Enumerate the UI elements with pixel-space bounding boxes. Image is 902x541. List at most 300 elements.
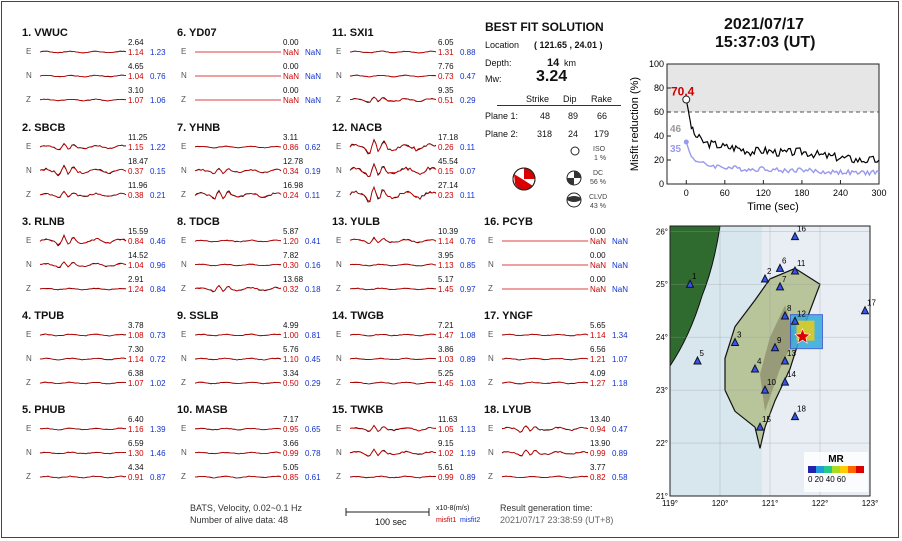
channel-label-z: Z xyxy=(26,190,31,199)
misfit1-value: 0.99 xyxy=(438,473,454,482)
misfit2-value: 0.15 xyxy=(150,167,166,176)
misfit1-value: NaN xyxy=(283,96,300,105)
channel-label-z: Z xyxy=(181,190,186,199)
station-number-label: 10 xyxy=(767,378,776,388)
station-title xyxy=(22,27,68,39)
synthetic-trace xyxy=(195,382,281,384)
channel-label-e: E xyxy=(488,424,494,433)
synthetic-trace xyxy=(40,75,126,77)
channel-label-n: N xyxy=(26,166,32,175)
waveform-n xyxy=(40,254,126,276)
waveform-n xyxy=(195,160,281,182)
amplitude-value: 5.76 xyxy=(283,345,299,354)
waveform-n xyxy=(350,254,436,276)
misfit2-value: 0.11 xyxy=(460,191,475,200)
waveform-n xyxy=(350,160,436,182)
amplitude-value: 3.86 xyxy=(438,345,454,354)
misfit1-value: 1.14 xyxy=(438,237,454,246)
channel-label-z: Z xyxy=(488,284,493,293)
station-panel-twgb xyxy=(332,310,482,400)
time-scale-bar xyxy=(345,508,430,516)
misfit1-value: 0.94 xyxy=(590,425,606,434)
misfit1-value: 1.04 xyxy=(128,72,144,81)
synthetic-trace xyxy=(350,75,436,77)
station-number-label: 18 xyxy=(797,404,806,414)
amplitude-value: 0.00 xyxy=(283,62,299,71)
misfit2-value: 1.22 xyxy=(150,143,166,152)
misfit2-value: 0.29 xyxy=(460,96,476,105)
amplitude-value: 3.66 xyxy=(283,439,299,448)
plane2-label: Plane 2: xyxy=(485,129,519,139)
y-tick-label: 60 xyxy=(653,107,664,117)
channel-label-e: E xyxy=(181,236,187,245)
label-35: 35 xyxy=(670,144,682,155)
station-title xyxy=(22,310,64,322)
waveform-e xyxy=(350,324,436,346)
misfit1-value: NaN xyxy=(590,285,607,294)
station-code: YHNB xyxy=(189,122,221,134)
amplitude-value: 7.21 xyxy=(438,321,454,330)
misfit1-value: 1.05 xyxy=(438,425,454,434)
waveform-e xyxy=(40,324,126,346)
observed-trace xyxy=(40,144,126,150)
lat-label: 26° xyxy=(655,227,668,237)
clvd-icon xyxy=(566,192,582,208)
channel-label-n: N xyxy=(488,354,494,363)
misfit2-value: 0.85 xyxy=(460,261,476,270)
misfit1-value: 1.27 xyxy=(590,379,606,388)
misfit2-value: 0.29 xyxy=(305,379,321,388)
amplitude-value: 10.39 xyxy=(438,227,459,236)
channel-label-e: E xyxy=(488,330,494,339)
synthetic-trace xyxy=(350,382,436,384)
channel-label-e: E xyxy=(336,47,342,56)
station-title xyxy=(177,404,228,416)
event-time: 15:37:03 (UT) xyxy=(715,34,816,51)
y-axis-label: Misfit reduction (%) xyxy=(629,76,641,172)
lon-label: 122° xyxy=(811,499,829,508)
amplitude-value: 15.59 xyxy=(128,227,149,236)
misfit2-value: 0.07 xyxy=(460,167,476,176)
amplitude-value: 4.99 xyxy=(283,321,299,330)
misfit1-value: 0.15 xyxy=(438,167,454,176)
misfit2-value: 1.08 xyxy=(460,331,476,340)
channel-label-n: N xyxy=(336,71,342,80)
amplitude-value: 7.30 xyxy=(128,345,144,354)
station-code: LYUB xyxy=(502,404,532,416)
synthetic-trace xyxy=(195,452,281,454)
synthetic-trace xyxy=(40,166,126,175)
dc-value: 56 % xyxy=(590,179,606,186)
legend-swatch xyxy=(832,466,840,473)
misfit2-value: 0.21 xyxy=(150,191,166,200)
legend-title: MR xyxy=(828,454,844,465)
series-line-1 xyxy=(686,142,879,175)
footer-line1: BATS, Velocity, 0.02~0.1 Hz xyxy=(190,503,302,513)
amplitude-value: 2.64 xyxy=(128,38,144,47)
misfit1-value: 1.24 xyxy=(128,285,144,294)
waveform-z xyxy=(502,372,588,394)
lat-label: 21° xyxy=(655,492,668,501)
channel-label-e: E xyxy=(26,142,32,151)
misfit1-value: 0.24 xyxy=(283,191,299,200)
waveform-e xyxy=(195,230,281,252)
station-number: 1. xyxy=(22,27,32,39)
station-title xyxy=(22,216,65,228)
station-code: YD07 xyxy=(189,27,217,39)
misfit2-value: 1.03 xyxy=(460,379,476,388)
amplitude-value: 6.59 xyxy=(128,439,144,448)
observed-trace xyxy=(350,425,436,431)
amplitude-value: 4.65 xyxy=(128,62,144,71)
station-panel-yngf xyxy=(484,310,634,400)
misfit1-value: 0.32 xyxy=(283,285,299,294)
misfit1-value: 0.38 xyxy=(128,191,144,200)
misfit2-value: 0.65 xyxy=(305,425,321,434)
channel-label-z: Z xyxy=(181,378,186,387)
misfit2-value: 0.96 xyxy=(150,261,166,270)
misfit1-value: 1.31 xyxy=(438,48,454,57)
station-panel-lyub xyxy=(484,404,634,494)
footer-line2: Number of alive data: 48 xyxy=(190,515,289,525)
misfit1-value: NaN xyxy=(590,261,607,270)
misfit2-value: NaN xyxy=(305,72,322,81)
misfit1-value: 1.47 xyxy=(438,331,454,340)
lat-label: 25° xyxy=(655,280,668,290)
misfit1-value: NaN xyxy=(283,72,300,81)
misfit1-value: 0.37 xyxy=(128,167,144,176)
secondary-marker xyxy=(684,140,689,145)
synthetic-trace xyxy=(40,51,126,53)
waveform-e xyxy=(40,418,126,440)
amplitude-value: 3.10 xyxy=(128,86,144,95)
station-panel-twkb xyxy=(332,404,482,494)
station-number-label: 12 xyxy=(797,309,806,319)
waveform-n xyxy=(350,348,436,370)
amplitude-value: 5.61 xyxy=(438,463,454,472)
misfit2-value: 1.06 xyxy=(150,96,166,105)
station-number-label: 2 xyxy=(767,266,772,276)
synthetic-trace xyxy=(350,334,436,336)
units-label: x10-8(m/s) xyxy=(436,505,470,512)
station-code: TPUB xyxy=(34,310,65,322)
station-number: 17. xyxy=(484,310,500,322)
station-panel-tpub xyxy=(22,310,172,400)
waveform-z xyxy=(40,184,126,206)
channel-label-z: Z xyxy=(336,190,341,199)
amplitude-value: 14.52 xyxy=(128,251,149,260)
misfit2-value: 0.19 xyxy=(305,167,321,176)
y-tick-label: 40 xyxy=(653,131,664,141)
clvd-label: CLVD xyxy=(589,194,608,201)
channel-label-z: Z xyxy=(336,95,341,104)
waveform-n xyxy=(502,254,588,276)
header-strike: Strike xyxy=(526,94,550,104)
misfit2-value: 0.87 xyxy=(150,473,166,482)
waveform-z xyxy=(350,372,436,394)
misfit1-value: 0.34 xyxy=(283,167,299,176)
synthetic-trace xyxy=(195,428,281,430)
waveform-e xyxy=(195,41,281,63)
station-number: 3. xyxy=(22,216,32,228)
station-number: 15. xyxy=(332,404,348,416)
station-number: 9. xyxy=(177,310,187,322)
channel-label-z: Z xyxy=(488,378,493,387)
location-label: Location xyxy=(485,40,520,50)
synthetic-trace xyxy=(195,286,281,291)
amplitude-value: 6.05 xyxy=(438,38,454,47)
misfit1-value: 1.08 xyxy=(128,331,144,340)
misfit1-value: 1.13 xyxy=(438,261,454,270)
station-number: 7. xyxy=(177,122,187,134)
plane2-strike: 318 xyxy=(537,129,553,139)
station-number: 12. xyxy=(332,122,348,134)
waveform-n xyxy=(40,442,126,464)
misfit1-value: 1.10 xyxy=(283,355,299,364)
misfit2-value: 0.46 xyxy=(150,237,166,246)
station-number: 4. xyxy=(22,310,32,322)
station-map xyxy=(652,218,879,508)
waveform-n xyxy=(350,442,436,464)
station-title xyxy=(484,310,533,322)
mw-value: 3.24 xyxy=(536,68,568,85)
lon-label: 119° xyxy=(662,499,678,508)
station-panel-sbcb xyxy=(22,122,172,212)
misfit2-value: NaN xyxy=(612,261,629,270)
table-divider xyxy=(497,105,621,106)
waveform-n xyxy=(195,442,281,464)
channel-label-z: Z xyxy=(26,284,31,293)
plane1-rake: 66 xyxy=(597,111,608,121)
channel-label-z: Z xyxy=(181,95,186,104)
station-title xyxy=(484,216,533,228)
synthetic-trace xyxy=(195,146,281,148)
channel-label-z: Z xyxy=(488,472,493,481)
misfit2-value: NaN xyxy=(305,48,322,57)
station-number-label: 17 xyxy=(867,298,876,308)
legend-swatch xyxy=(816,466,824,473)
synthetic-trace xyxy=(40,236,126,245)
x-axis-label: Time (sec) xyxy=(747,201,799,213)
misfit1-value: 0.95 xyxy=(283,425,299,434)
event-date: 2021/07/17 xyxy=(724,16,805,33)
misfit2-value: 0.47 xyxy=(460,72,476,81)
station-number-label: 5 xyxy=(699,349,704,358)
waveform-z xyxy=(195,372,281,394)
waveform-z xyxy=(195,466,281,488)
station-number: 16. xyxy=(484,216,500,228)
observed-trace xyxy=(40,191,126,197)
channel-label-e: E xyxy=(181,424,187,433)
synthetic-trace xyxy=(195,358,281,360)
waveform-e xyxy=(195,418,281,440)
synthetic-trace xyxy=(350,288,436,290)
station-code: TWKB xyxy=(350,404,384,416)
observed-trace xyxy=(350,97,436,103)
station-number-label: 3 xyxy=(737,330,742,340)
iso-label: ISO xyxy=(593,146,606,153)
observed-trace xyxy=(40,165,126,176)
misfit-reduction-chart xyxy=(624,59,890,213)
misfit2-value: 0.58 xyxy=(612,473,628,482)
amplitude-value: 4.34 xyxy=(128,463,144,472)
location-value: ( 121.65 , 24.01 ) xyxy=(534,40,603,50)
amplitude-value: 5.05 xyxy=(283,463,299,472)
station-number: 14. xyxy=(332,310,348,322)
channel-label-n: N xyxy=(336,354,342,363)
legend-swatch xyxy=(808,466,816,473)
focal-mechanism-beachball xyxy=(511,166,537,192)
channel-label-n: N xyxy=(181,71,187,80)
misfit2-value: NaN xyxy=(612,285,629,294)
lat-label: 22° xyxy=(655,439,668,449)
waveform-n xyxy=(195,254,281,276)
synthetic-trace xyxy=(502,426,588,432)
waveform-n xyxy=(40,160,126,182)
misfit1-value: 0.99 xyxy=(590,449,606,458)
misfit1-value: 0.30 xyxy=(283,261,299,270)
legend-swatch xyxy=(840,466,848,473)
amplitude-value: 13.90 xyxy=(590,439,611,448)
station-number-label: 4 xyxy=(757,356,762,366)
misfit2-value: 1.34 xyxy=(612,331,628,340)
channel-label-n: N xyxy=(181,448,187,457)
amplitude-value: 9.15 xyxy=(438,439,454,448)
station-code: YULB xyxy=(350,216,381,228)
synthetic-trace xyxy=(195,334,281,336)
station-code: PCYB xyxy=(502,216,533,228)
station-number-label: 8 xyxy=(787,304,792,313)
waveform-n xyxy=(502,348,588,370)
legend-swatch xyxy=(856,466,864,473)
misfit2-value: 1.02 xyxy=(150,379,166,388)
channel-label-e: E xyxy=(336,142,342,151)
misfit1-value: 0.85 xyxy=(283,473,299,482)
waveform-e xyxy=(502,230,588,252)
waveform-e xyxy=(40,230,126,252)
misfit2-value: NaN xyxy=(305,96,322,105)
channel-label-z: Z xyxy=(181,284,186,293)
station-code: TDCB xyxy=(189,216,220,228)
synthetic-trace xyxy=(40,452,126,453)
station-number-label: 6 xyxy=(782,256,787,266)
waveform-z xyxy=(350,89,436,111)
misfit1-value: 1.03 xyxy=(438,355,454,364)
channel-label-e: E xyxy=(336,330,342,339)
station-panel-rlnb xyxy=(22,216,172,306)
misfit2-value: 0.11 xyxy=(305,191,320,200)
station-code: NACB xyxy=(350,122,383,134)
synthetic-trace xyxy=(195,264,281,266)
station-code: PHUB xyxy=(34,404,66,416)
misfit2-value: 1.46 xyxy=(150,449,166,458)
station-panel-masb xyxy=(177,404,327,494)
misfit2-value: 0.76 xyxy=(150,72,166,81)
waveform-e xyxy=(40,136,126,158)
misfit1-value: 0.23 xyxy=(438,191,454,200)
channel-label-e: E xyxy=(488,236,494,245)
legend-swatch xyxy=(824,466,832,473)
channel-label-e: E xyxy=(26,330,32,339)
channel-label-e: E xyxy=(181,330,187,339)
lat-label: 23° xyxy=(655,386,668,396)
clvd-value: 43 % xyxy=(590,203,606,210)
observed-trace xyxy=(40,235,126,246)
waveform-e xyxy=(195,136,281,158)
misfit2-value: 1.18 xyxy=(612,379,628,388)
dc-label: DC xyxy=(593,170,604,177)
station-title xyxy=(332,404,383,416)
misfit2-value: 1.39 xyxy=(150,425,166,434)
misfit2-value: 0.11 xyxy=(460,143,475,152)
lon-label: 120° xyxy=(711,499,729,508)
misfit1-value: 1.07 xyxy=(128,96,144,105)
station-panel-yhnb xyxy=(177,122,327,212)
misfit1-value: 1.45 xyxy=(438,379,454,388)
channel-label-e: E xyxy=(181,47,187,56)
misfit2-value: 0.47 xyxy=(612,425,628,434)
y-tick-label: 100 xyxy=(648,59,664,69)
amplitude-value: 2.91 xyxy=(128,275,144,284)
station-title xyxy=(177,27,217,39)
y-tick-label: 20 xyxy=(653,155,664,165)
amplitude-value: 11.25 xyxy=(128,133,148,142)
synthetic-trace xyxy=(350,140,436,153)
channel-label-e: E xyxy=(336,236,342,245)
misfit1-legend: misfit1 xyxy=(436,517,457,524)
synthetic-trace xyxy=(350,164,436,176)
station-code: RLNB xyxy=(34,216,65,228)
synthetic-trace xyxy=(350,264,436,266)
channel-label-e: E xyxy=(26,236,32,245)
misfit1-value: 1.45 xyxy=(438,285,454,294)
channel-label-n: N xyxy=(181,166,187,175)
amplitude-value: 5.25 xyxy=(438,369,454,378)
station-number-label: 16 xyxy=(797,224,806,234)
waveform-z xyxy=(40,466,126,488)
station-panel-phub xyxy=(22,404,172,494)
waveform-e xyxy=(350,418,436,440)
synthetic-trace xyxy=(350,358,436,359)
channel-label-n: N xyxy=(26,354,32,363)
plane1-strike: 48 xyxy=(540,111,551,121)
channel-label-n: N xyxy=(488,260,494,269)
misfit1-value: 1.30 xyxy=(128,449,144,458)
channel-label-n: N xyxy=(181,260,187,269)
waveform-z xyxy=(40,372,126,394)
station-number: 8. xyxy=(177,216,187,228)
waveform-e xyxy=(195,324,281,346)
amplitude-value: 0.00 xyxy=(283,38,299,47)
waveform-e xyxy=(350,230,436,252)
misfit1-value: 0.73 xyxy=(438,72,454,81)
station-code: SSLB xyxy=(189,310,219,322)
misfit1-value: 1.07 xyxy=(128,379,144,388)
dc-icon xyxy=(566,170,582,186)
waveform-z xyxy=(350,466,436,488)
amplitude-value: 0.00 xyxy=(590,251,606,260)
best-fit-title: BEST FIT SOLUTION xyxy=(485,20,604,34)
x-tick-label: 0 xyxy=(683,188,689,198)
synthetic-trace xyxy=(350,238,436,243)
misfit1-value: 1.15 xyxy=(128,143,144,152)
synthetic-trace xyxy=(502,334,588,336)
waveform-z xyxy=(40,89,126,111)
station-number-label: 11 xyxy=(797,259,806,268)
depth-label: Depth: xyxy=(485,58,512,68)
station-code: SBCB xyxy=(34,122,66,134)
misfit2-value: 0.72 xyxy=(150,355,166,364)
